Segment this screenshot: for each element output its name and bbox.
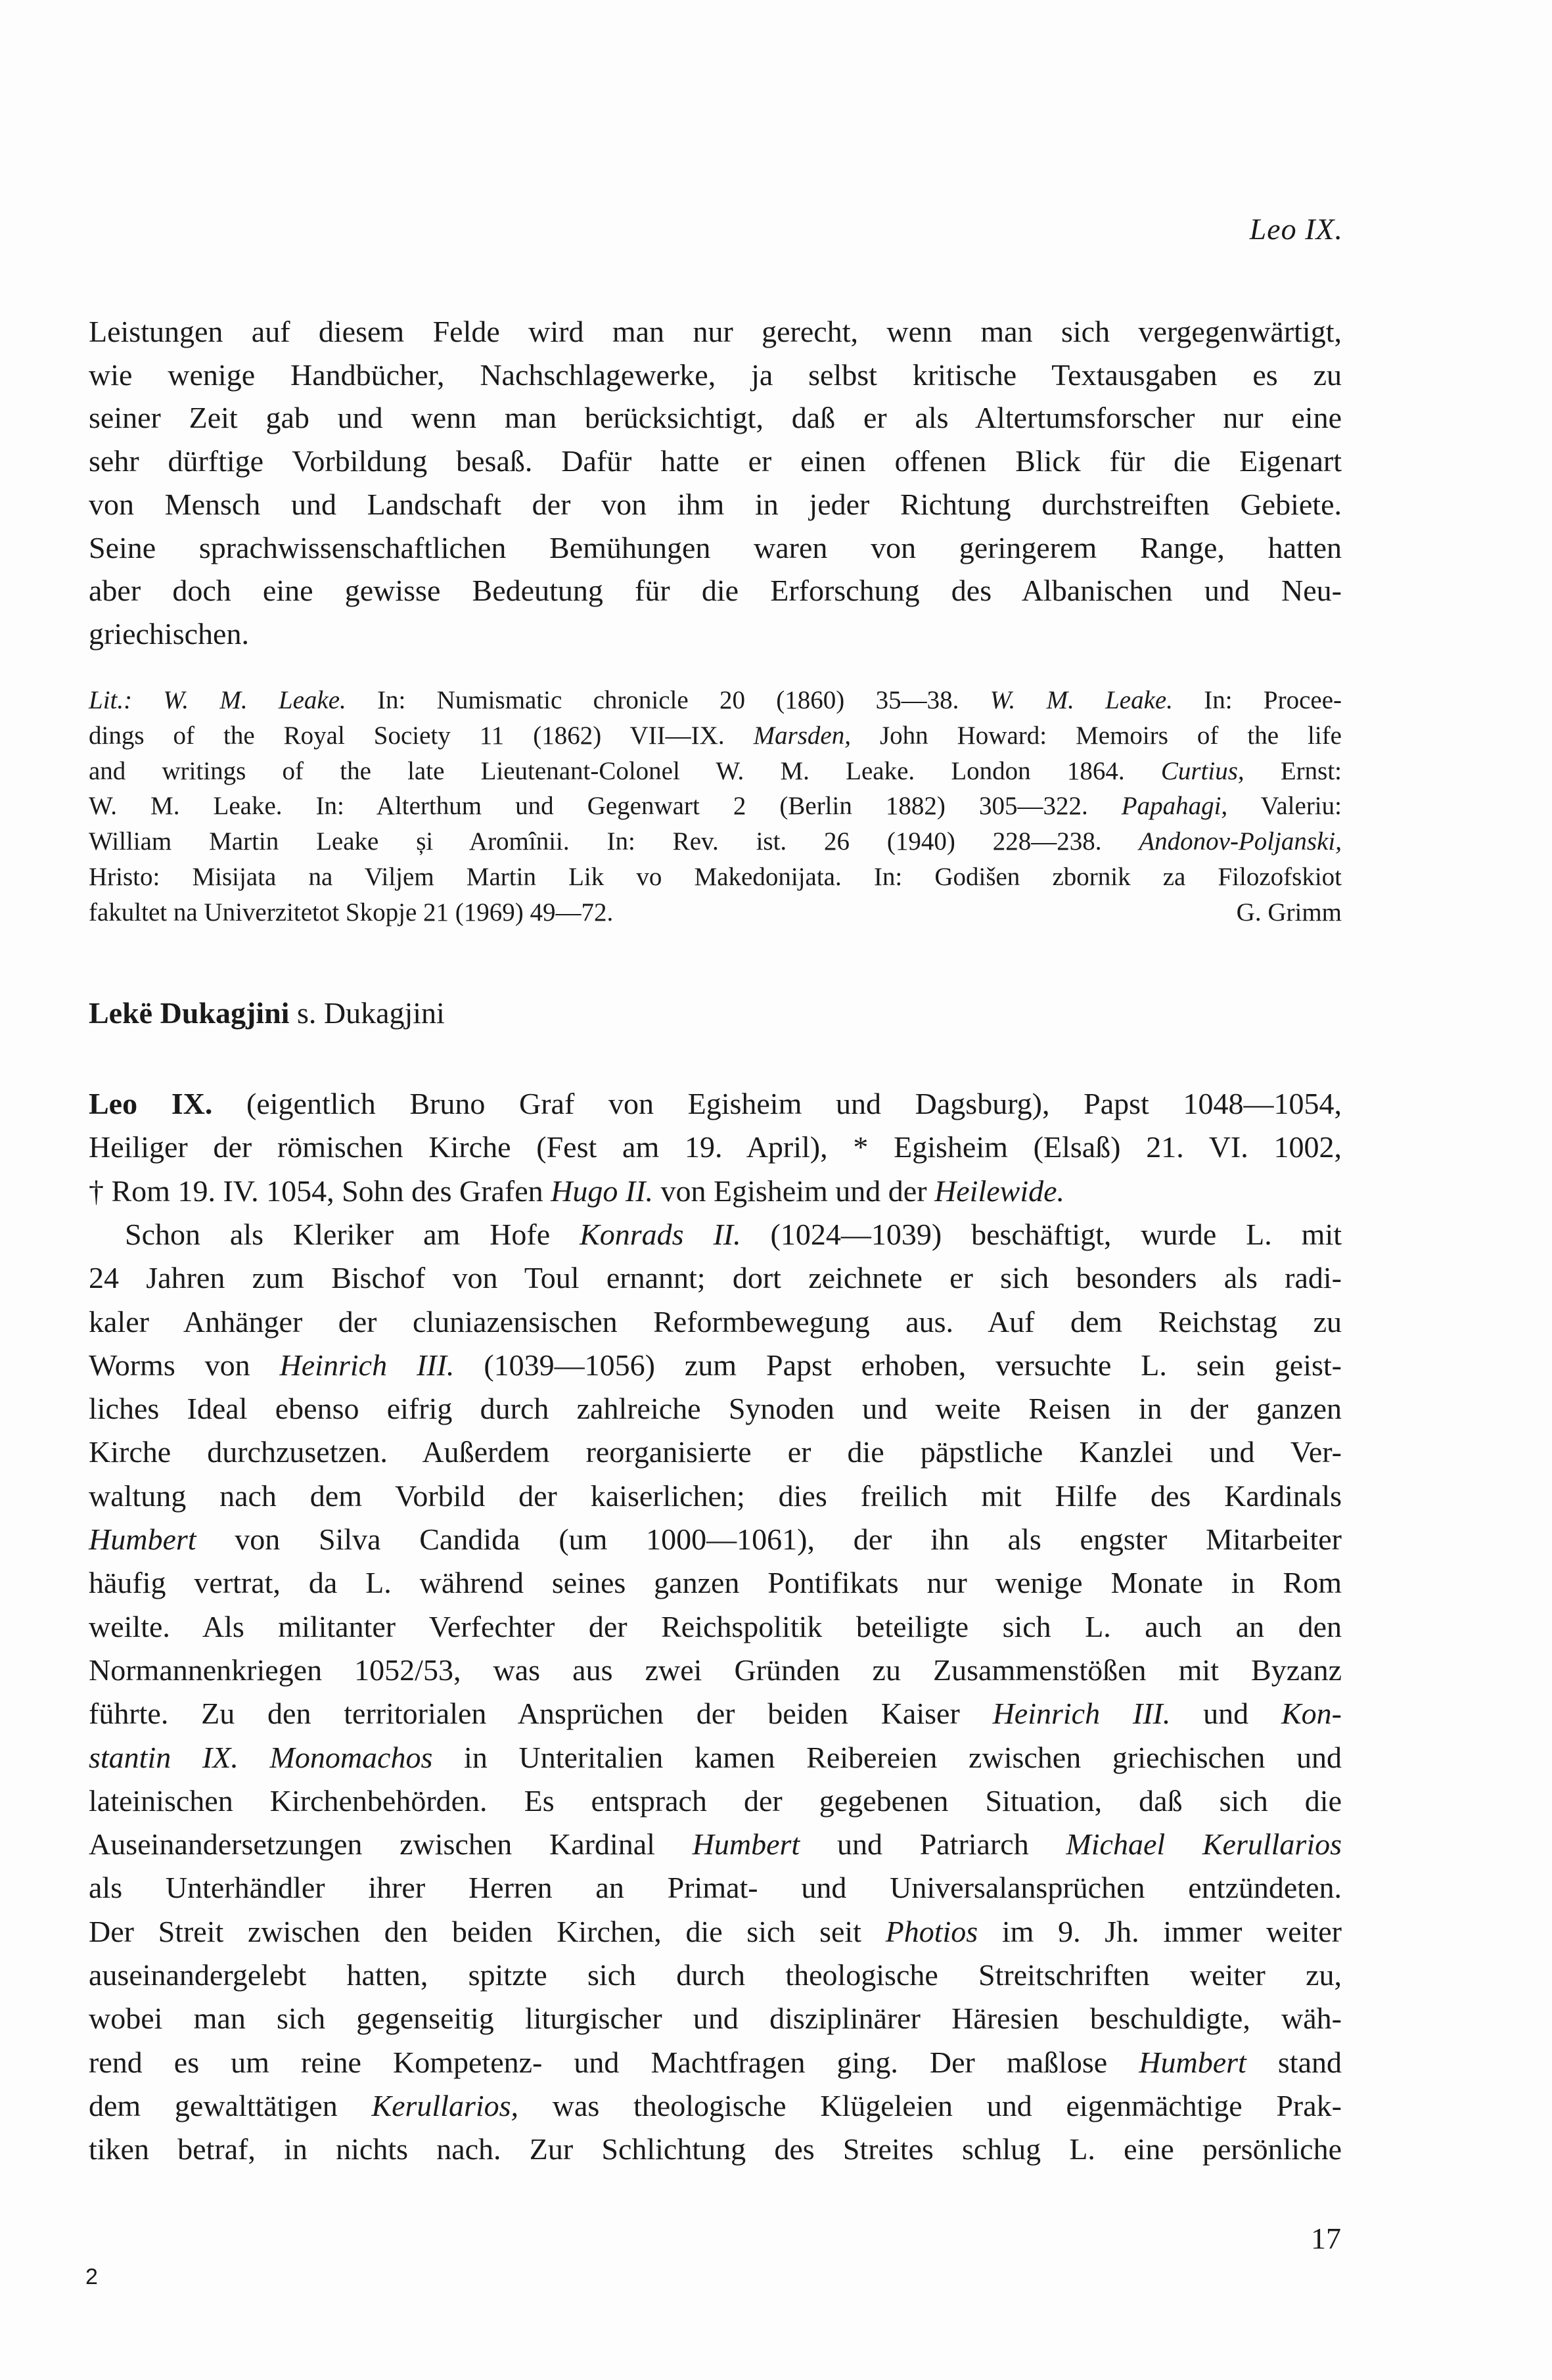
body-line [89,314,1342,349]
italic-name: Marsden, [753,721,851,750]
entry-line [89,2132,1342,2166]
text-run: In: Procee- [1172,686,1342,714]
entry-line [89,1174,1342,1208]
text-run: aber doch eine gewisse Bedeutung für die Erforschung des Albanischen und Neu- [89,574,1342,608]
literature-line [89,827,1342,856]
text-run: von Egisheim und der [653,1174,935,1208]
body-line [89,616,1342,651]
literature-line [89,685,1342,715]
text-run: Schon als Kleriker am Hofe [125,1217,580,1251]
text-run: and writings of the late Lieutenant-Colonel W. M. Leake. London 1864. [89,756,1161,785]
text-run: stand [1246,2045,1342,2079]
italic-name: W. M. Leake. [990,686,1173,714]
literature-line [89,898,1342,927]
entry-line [89,1696,1342,1731]
cross-reference [89,995,1342,1030]
entry-line [89,1653,1342,1687]
body-line [89,573,1342,608]
text-run: dem gewalttätigen [89,2088,372,2122]
cross-reference-headword: Lekë Dukagjini [89,996,290,1030]
text-run: und [1170,1697,1281,1731]
text-run: und Patriarch [800,1827,1066,1862]
literature-line [89,862,1342,892]
entry-line [89,1348,1342,1383]
text-run: liches Ideal ebenso eifrig durch zahlreiche Synoden und weite Reisen in der ganzen [89,1392,1342,1426]
text-run: (1024—1039) beschäftigt, wurde L. mit [741,1217,1342,1251]
text-run: kaler Anhänger der cluniazensischen Reformbewegung aus. Auf dem Reichstag zu [89,1304,1342,1339]
entry-headword: Leo IX. [89,1087,213,1120]
text-run: wie wenige Handbücher, Nachschlagewerke, ja selbst kritische Textausgaben es zu [89,357,1342,392]
italic-name: Lit.: [89,686,164,714]
literature-line [89,791,1342,821]
text-run: W. M. Leake. In: Alterthum und Gegenwart 2 (Berlin 1882) 305—322. [89,792,1122,821]
text-run: Kirche durchzusetzen. Außerdem reorganisierte er die päpstliche Kanzlei und Ver- [89,1435,1342,1469]
text-run: † Rom 19. IV. 1054, Sohn des Grafen [89,1174,551,1208]
body-line [89,357,1342,392]
entry-line [89,1522,1342,1557]
text-run: von Silva Candida (um 1000—1061), der ihn als engster Mitarbeiter [196,1522,1342,1556]
entry-line [125,1217,1342,1252]
entry-line [89,1260,1342,1295]
italic-name: W. M. Leake. [163,686,346,714]
entry-line [89,1783,1342,1818]
italic-name: Andonov-Poljanski, [1139,827,1342,856]
text-run: Normannenkriegen 1052/53, was aus zwei Gründen zu Zusammenstößen mit Byzanz [89,1653,1342,1687]
text-run: seiner Zeit gab und wenn man berücksichtigt, daß er als Altertumsforscher nur eine [89,401,1342,435]
entry-line [89,1740,1342,1775]
text-run: wobei man sich gegenseitig liturgischer und disziplinärer Häresien beschuldigte, wäh- [89,2002,1342,2036]
entry-line [89,1609,1342,1644]
text-run: sehr dürftige Vorbildung besaß. Dafür hatte er einen offenen Blick für die Eigenart [89,444,1342,478]
entry-line [89,1130,1342,1164]
entry-line [89,2045,1342,2080]
text-run: Der Streit zwischen den beiden Kirchen, die sich seit [89,1914,886,1948]
entry-line [89,2001,1342,2036]
entry-line [89,1870,1342,1905]
entry-line [89,1914,1342,1949]
text-run: Worms von [89,1348,280,1382]
entry-line [89,1086,1342,1121]
text-run: John Howard: Memoirs of the life [850,721,1342,750]
entry-line [89,1304,1342,1339]
entry-line [89,1478,1342,1513]
text-run: Ernst: [1244,756,1342,785]
entry-line [89,1957,1342,1992]
text-run: in Unteritalien kamen Reibereien zwischen griechischen und [432,1740,1342,1774]
text-run: führte. Zu den territorialen Ansprüchen der beiden Kaiser [89,1697,993,1731]
entry-line [89,1434,1342,1469]
literature-line [89,721,1342,750]
text-run: Seine sprachwissenschaftlichen Bemühungen waren von geringerem Range, hatten [89,530,1342,564]
italic-name: Heinrich III. [992,1697,1171,1731]
text-run: (1039—1056) zum Papst erhoben, versuchte L. sein geist- [454,1348,1342,1382]
text-run: im 9. Jh. immer weiter [978,1914,1342,1948]
cross-reference-target: s. Dukagjini [296,996,445,1030]
italic-name: Heilewide. [934,1174,1065,1208]
text-run: rend es um reine Kompetenz- und Machtfragen ging. Der maßlose [89,2045,1139,2079]
italic-name: Michael Kerullarios [1066,1827,1342,1862]
italic-name: Curtius, [1160,756,1244,785]
body-line [89,487,1342,522]
italic-name: Kerullarios, [371,2088,519,2122]
text-run: Leistungen auf diesem Felde wird man nur gerecht, wenn man sich vergegenwärtigt, [89,315,1342,348]
entry-line [89,2088,1342,2123]
text-run: dings of the Royal Society 11 (1862) VII—IX. [89,721,754,750]
entry-line [89,1391,1342,1426]
italic-name: Humbert [692,1827,800,1862]
text-run: 24 Jahren zum Bischof von Toul ernannt; dort zeichnete er sich besonders als radi- [89,1261,1342,1295]
text-run: als Unterhändler ihrer Herren an Primat- und Universalansprüchen entzündeten. [89,1871,1342,1905]
italic-name: Konrads II. [580,1217,741,1251]
text-run: waltung nach dem Vorbild der kaiserlichen; dies freilich mit Hilfe des Kardinals [89,1478,1342,1513]
text-run: griechischen. [89,616,249,651]
author-signature: G. Grimm [1236,898,1342,927]
italic-name: Papahagi, [1121,792,1228,821]
text-run: Valeriu: [1227,792,1342,821]
text-run: von Mensch und Landschaft der von ihm in jeder Richtung durchstreiften Gebiete. [89,487,1342,521]
text-run: Heiliger der römischen Kirche (Fest am 19. April), * Egisheim (Elsaß) 21. VI. 1002, [89,1130,1342,1164]
italic-name: Humbert [1139,2045,1246,2079]
italic-name: stantin IX. Monomachos [89,1740,433,1774]
signature-mark: 2 [85,2264,98,2289]
literature-line [89,756,1342,786]
text-run: was theologische Klügeleien und eigenmächtige Prak- [518,2088,1342,2122]
body-line [89,400,1342,435]
italic-name: Heinrich III. [279,1348,455,1382]
italic-name: Kon- [1281,1697,1342,1731]
italic-name: Hugo II. [551,1174,654,1208]
text-run: lateinischen Kirchenbehörden. Es entsprach der gegebenen Situation, daß sich die [89,1783,1342,1818]
italic-name: Photios [885,1914,978,1948]
text-run: Hristo: Misijata na Viljem Martin Lik vo Makedonijata. In: Godišen zbornik za Filozofskiot [89,863,1342,891]
text-run: auseinandergelebt hatten, spitzte sich durch theologische Streitschriften weiter zu, [89,1958,1342,1992]
body-line [89,530,1342,565]
body-line [89,444,1342,478]
text-run: (eigentlich Bruno Graf von Egisheim und Dagsburg), Papst 1048—1054, [212,1087,1342,1120]
italic-name: Humbert [89,1522,196,1556]
text-run: tiken betraf, in nichts nach. Zur Schlichtung des Streites schlug L. eine persönliche [89,2132,1342,2166]
page-number: 17 [1311,2222,1341,2255]
entry-line [89,1565,1342,1600]
entry-line [89,1827,1342,1862]
text-run: fakultet na Univerzitetot Skopje 21 (1969) 49—72. [89,898,614,927]
text-run: häufig vertrat, da L. während seines ganzen Pontifikats nur wenige Monate in Rom [89,1566,1342,1600]
text-run: In: Numismatic chronicle 20 (1860) 35—38. [346,686,990,714]
text-run: weilte. Als militanter Verfechter der Reichspolitik beteiligte sich L. auch an den [89,1609,1342,1643]
running-head: Leo IX. [1249,212,1343,246]
text-run: Auseinandersetzungen zwischen Kardinal [89,1827,693,1862]
text-run: William Martin Leake și Aromînii. In: Rev. ist. 26 (1940) 228—238. [89,827,1139,856]
